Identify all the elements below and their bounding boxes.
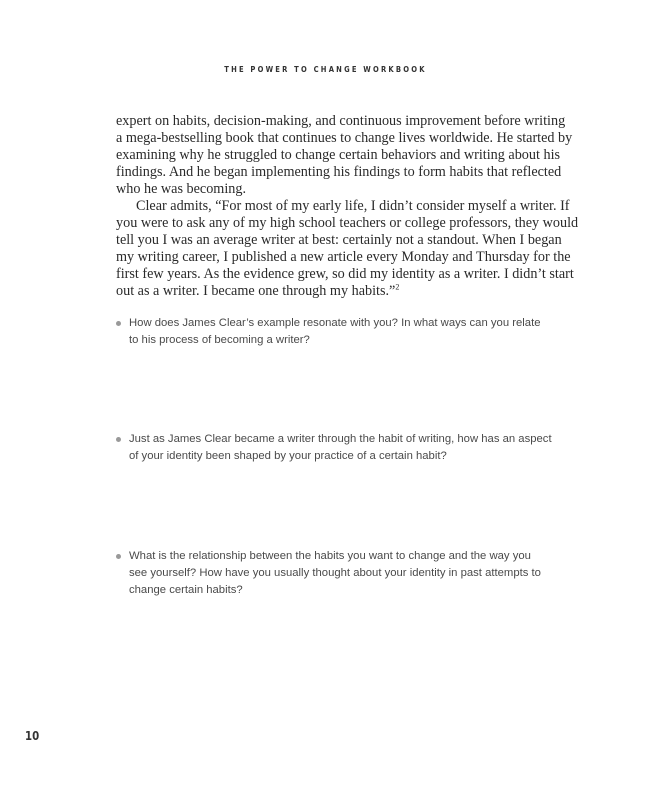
bullet-icon	[116, 554, 121, 559]
question-3	[116, 548, 541, 599]
text-line: examining why he struggled to change certain behaviors and writing about his	[116, 147, 561, 163]
footnote-marker: 2	[395, 282, 400, 292]
paragraph-1	[116, 113, 573, 198]
question-line: How does James Clear’s example resonate with you? In what ways can you relate	[129, 317, 541, 329]
paragraph-2	[116, 198, 579, 300]
question-line: of your identity been shaped by your practice of a certain habit?	[129, 450, 447, 462]
bullet-icon	[116, 437, 121, 442]
question-line: What is the relationship between the habits you want to change and the way you	[129, 550, 531, 562]
text-line: you were to ask any of my high school teachers or college professors, they would	[116, 215, 579, 231]
question-line: change certain habits?	[129, 584, 243, 596]
running-header: THE POWER TO CHANGE WORKBOOK	[224, 65, 427, 74]
question-line: Just as James Clear became a writer through the habit of writing, how has an aspect	[129, 433, 552, 445]
text-line-content: out as a writer. I became one through my habits.”	[116, 283, 396, 299]
question-line: see yourself? How have you usually thought about your identity in past attempts to	[129, 567, 541, 579]
question-1	[116, 315, 541, 349]
question-2	[116, 431, 552, 465]
text-line: my writing career, I published a new article every Monday and Thursday for the	[116, 249, 571, 265]
bullet-icon	[116, 321, 121, 326]
text-line: a mega-bestselling book that continues to change lives worldwide. He started by	[116, 130, 573, 146]
question-line: to his process of becoming a writer?	[129, 334, 310, 346]
page-number: 10	[25, 729, 40, 743]
body-text	[116, 113, 579, 300]
text-line: expert on habits, decision-making, and continuous improvement before writing	[116, 113, 566, 129]
text-line: first few years. As the evidence grew, so did my identity as a writer. I didn’t start	[116, 266, 574, 282]
text-line: findings. And he began implementing his findings to form habits that reflected	[116, 164, 562, 180]
text-line: tell you I was an average writer at best: certainly not a standout. When I began	[116, 232, 562, 248]
text-line: Clear admits, “For most of my early life, I didn’t consider myself a writer. If	[136, 198, 570, 214]
text-line: who he was becoming.	[116, 181, 247, 197]
text-line	[116, 283, 535, 300]
